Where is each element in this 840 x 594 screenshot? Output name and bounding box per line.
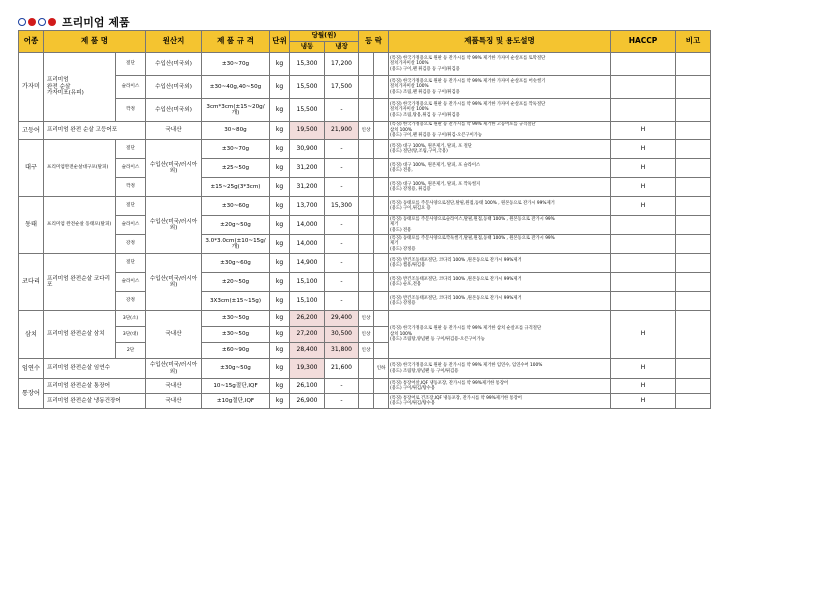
chilled-price: - (325, 379, 359, 394)
spec-cell: ±20g~50g (202, 216, 270, 235)
desc-cell: (특징) 한국가정용으로 원판 등 잔가시를 약 99% 제거한 임연수, 임연수어 100% (용도) 조림탕,양념팬 등 구이/튀김용 (389, 359, 611, 379)
spec-cell: 3cm*3cm(±15~20g/개) (202, 99, 270, 122)
frozen-price: 15,100 (290, 292, 325, 311)
table-row (19, 122, 711, 140)
frozen-price: 15,500 (290, 99, 325, 122)
haccp-cell: H (611, 379, 676, 394)
chilled-price: - (325, 99, 359, 122)
note-cell (676, 178, 711, 197)
haccp-cell (611, 99, 676, 122)
table-row (19, 140, 711, 159)
change-cell: 인상 (359, 311, 374, 327)
chilled-price: 17,200 (325, 53, 359, 76)
frozen-price: 15,300 (290, 53, 325, 76)
haccp-cell: H (611, 359, 676, 379)
note-cell (676, 235, 711, 254)
header-unit: 단위 (270, 31, 290, 53)
origin-cell: 국내산 (146, 122, 202, 140)
desc-cell: (특징) 통장어로 건조장,IQF 냉동포장, 잔가시를 약 99%제거한 통장어 (용도) 구이/튀김/탕수용 (389, 394, 611, 409)
desc-cell: (특징) 대구 100%, 원본제거, 탈피, 포 절단 (용도) 절단(탕,조림,구이,국용) (389, 140, 611, 159)
unit-cell: kg (270, 379, 290, 394)
cut-cell: 슬라이스 (116, 273, 146, 292)
origin-cell: 수입산(미국외) (146, 53, 202, 76)
fish-cell: 가자미 (19, 53, 44, 122)
haccp-cell: H (611, 159, 676, 178)
unit-cell: kg (270, 53, 290, 76)
note-cell (676, 99, 711, 122)
table-row (19, 216, 711, 235)
origin-cell: 수입산(미국외) (146, 76, 202, 99)
note-cell (676, 140, 711, 159)
circle-filled-red-icon (28, 18, 36, 26)
product-name: 프리미엄 완전순살 코다리포 (44, 254, 116, 311)
product-name: 프리미엄 완전순살 냉동건장어 (44, 394, 146, 409)
product-name: 프리미엄 완전순살 임연수 (44, 359, 146, 379)
table-row (19, 254, 711, 273)
product-name: 프리미엄 완전순살 통장어 (44, 379, 146, 394)
product-name: 프리미엄 완전순살 동태포(탈피) (44, 197, 116, 254)
table-row (19, 311, 711, 327)
cut-cell: 절단 (116, 140, 146, 159)
table-row (19, 197, 711, 216)
unit-cell: kg (270, 273, 290, 292)
desc-cell: (특징) 대구 100%, 원본제거, 탈피, 포 깍둑썰지 (용도) 강정용, 튀김용 (389, 178, 611, 197)
unit-cell: kg (270, 311, 290, 327)
chilled-price: - (325, 254, 359, 273)
chilled-price: - (325, 216, 359, 235)
desc-cell: (특징) 동태포를 주문사양으로슬라이스,탈필,원접,동태 100% , 원본동으로 잔가시 99% 제거 (용도) 전용 (389, 216, 611, 235)
desc-cell: (특징) 대구 100%, 원본제거, 탈피, 포 슬라이스 (용도) 전용, (389, 159, 611, 178)
chilled-price: - (325, 140, 359, 159)
note-cell (676, 53, 711, 76)
cut-cell: 2단 (116, 343, 146, 359)
product-name: 프리미엄 완전 순살 가자미포(유피) (44, 53, 116, 122)
note-cell (676, 379, 711, 394)
table-row (19, 99, 711, 122)
unit-cell: kg (270, 122, 290, 140)
spec-cell: ±30~70g (202, 53, 270, 76)
fish-cell: 대구 (19, 140, 44, 197)
haccp-cell: H (611, 140, 676, 159)
table-row (19, 394, 711, 409)
origin-cell: 국내산 (146, 394, 202, 409)
desc-cell: (특징) 통장어살,IQF 냉동포장, 잔가시를 약 99%제거한 통장어 (용도) 구이/튀김/탕수용 (389, 379, 611, 394)
haccp-cell: H (611, 394, 676, 409)
spec-cell: 30~80g (202, 122, 270, 140)
table-row (19, 159, 711, 178)
table-row (19, 273, 711, 292)
desc-cell: (특징) 동태포를 주문사양으로절단,탈필,원접,동태 100% , 원본동으로 잔가시 99%제거 (용도) 구이,튀김요 용 (389, 197, 611, 216)
haccp-cell (611, 292, 676, 311)
circle-outline-icon (18, 18, 26, 26)
chilled-price: - (325, 394, 359, 409)
note-cell (676, 216, 711, 235)
circle-outline-icon (38, 18, 46, 26)
cut-cell: 깍정 (116, 99, 146, 122)
header-note: 비고 (676, 31, 711, 53)
header-origin: 원산지 (146, 31, 202, 53)
origin-cell: 국내산 (146, 311, 202, 359)
spec-cell: ±20~50g (202, 273, 270, 292)
header-chilled: 냉장 (325, 42, 359, 53)
page-title-text: 프리미엄 제품 (62, 16, 130, 29)
unit-cell: kg (270, 178, 290, 197)
cut-cell: 슬라이스 (116, 159, 146, 178)
spec-cell: ±30~60g (202, 197, 270, 216)
haccp-cell (611, 216, 676, 235)
cut-cell: 강정 (116, 292, 146, 311)
fish-cell: 동태 (19, 197, 44, 254)
note-cell (676, 311, 711, 359)
haccp-cell: H (611, 122, 676, 140)
haccp-cell (611, 235, 676, 254)
cut-cell: 깍정 (116, 178, 146, 197)
unit-cell: kg (270, 254, 290, 273)
table-row (19, 235, 711, 254)
chilled-price: - (325, 273, 359, 292)
desc-cell: (특징) 동태포를 주문사양으로깍둑썰기,탈필,원접,동태 100% , 원본동으로 잔가시 99% 제거 (용도) 강정용 (389, 235, 611, 254)
frozen-price: 31,200 (290, 178, 325, 197)
desc-cell: (특징) 한국가정용으로 원판 등 잔가시를 약 99% 제거한 가자미 순살포를 토막절단 절치가자미살 100% (용도) 구이,팬 튀김용 등 구이/튀김용 (389, 53, 611, 76)
spec-cell: ±10g절단,IQF (202, 394, 270, 409)
origin-cell: 수입산(미국/러시아외) (146, 197, 202, 254)
frozen-price: 19,300 (290, 359, 325, 379)
unit-cell: kg (270, 359, 290, 379)
fish-cell: 임연수 (19, 359, 44, 379)
frozen-price: 27,200 (290, 327, 325, 343)
spec-cell: ±25~50g (202, 159, 270, 178)
frozen-price: 26,100 (290, 379, 325, 394)
page-title (18, 14, 130, 30)
fish-cell: 고등어 (19, 122, 44, 140)
haccp-cell (611, 254, 676, 273)
chilled-price: 15,300 (325, 197, 359, 216)
frozen-price: 15,100 (290, 273, 325, 292)
frozen-price: 15,500 (290, 76, 325, 99)
frozen-price: 30,900 (290, 140, 325, 159)
cut-cell: 3단(대) (116, 327, 146, 343)
header-frozen: 냉동 (290, 42, 325, 53)
change-cell (359, 53, 374, 76)
fish-cell: 통장어 (19, 379, 44, 409)
unit-cell: kg (270, 140, 290, 159)
unit-cell: kg (270, 343, 290, 359)
spec-cell: ±60~90g (202, 343, 270, 359)
origin-cell: 국내산 (146, 379, 202, 394)
cut-cell: 3단(소) (116, 311, 146, 327)
spec-cell: 3.0*3.0cm(±10~15g/개) (202, 235, 270, 254)
note-cell (676, 273, 711, 292)
chilled-price: 31,800 (325, 343, 359, 359)
haccp-cell (611, 273, 676, 292)
note-cell (676, 159, 711, 178)
unit-cell: kg (270, 216, 290, 235)
table-row (19, 292, 711, 311)
chilled-price: 21,900 (325, 122, 359, 140)
frozen-price: 14,000 (290, 235, 325, 254)
spec-cell: ±30~70g (202, 140, 270, 159)
chilled-price: - (325, 178, 359, 197)
note-cell (676, 359, 711, 379)
frozen-price: 26,900 (290, 394, 325, 409)
fish-cell: 코다리 (19, 254, 44, 311)
cut-cell: 슬라이스 (116, 76, 146, 99)
chilled-price: - (325, 292, 359, 311)
origin-cell: 수입산(미국외) (146, 99, 202, 122)
haccp-cell: H (611, 197, 676, 216)
spec-cell: ±30~50g (202, 311, 270, 327)
header-desc: 제품특징 및 용도설명 (389, 31, 611, 53)
table-row (19, 359, 711, 379)
unit-cell: kg (270, 197, 290, 216)
spec-cell: 3X3cm(±15~15g) (202, 292, 270, 311)
note-cell (676, 197, 711, 216)
frozen-price: 14,000 (290, 216, 325, 235)
frozen-price: 31,200 (290, 159, 325, 178)
note-cell (676, 254, 711, 273)
note-cell (676, 394, 711, 409)
unit-cell: kg (270, 327, 290, 343)
unit-cell: kg (270, 235, 290, 254)
change-cell: 인하 (374, 359, 389, 379)
cut-cell: 슬라이스 (116, 216, 146, 235)
haccp-cell: H (611, 311, 676, 359)
haccp-cell: H (611, 178, 676, 197)
desc-cell: (특징) 한국가정용으로 원판 등 잔가시를 약 99% 제거한 고등어포를 규격절단 삼치 100% (용도) 구이,팬 튀김용 등 구이/튀김-오븐구이가능 (389, 122, 611, 140)
unit-cell: kg (270, 76, 290, 99)
chilled-price: 30,500 (325, 327, 359, 343)
frozen-price: 14,900 (290, 254, 325, 273)
header-spec: 제 품 규 격 (202, 31, 270, 53)
frozen-price: 28,400 (290, 343, 325, 359)
product-name: 프리미엄 완전 순살 고등어포 (44, 122, 146, 140)
spec-cell: ±15~25g(3*3cm) (202, 178, 270, 197)
cut-cell: 절단 (116, 254, 146, 273)
note-cell (676, 76, 711, 99)
header-change: 등 락 (359, 31, 389, 53)
cut-cell: 절단 (116, 197, 146, 216)
origin-cell: 수입산(미국/러시아외) (146, 254, 202, 311)
cut-cell: 절단 (116, 53, 146, 76)
change-cell: 인상 (359, 122, 374, 140)
haccp-cell (611, 53, 676, 76)
table-row (19, 178, 711, 197)
header-haccp: HACCP (611, 31, 676, 53)
origin-cell: 수입산(미국/러시아외) (146, 359, 202, 379)
frozen-price: 26,200 (290, 311, 325, 327)
header-fish: 어종 (19, 31, 44, 53)
note-cell (676, 292, 711, 311)
header-product: 제 품 명 (44, 31, 146, 53)
spec-cell: ±30g~60g (202, 254, 270, 273)
unit-cell: kg (270, 99, 290, 122)
product-table (18, 30, 711, 409)
cut-cell: 강정 (116, 235, 146, 254)
chilled-price: 21,600 (325, 359, 359, 379)
desc-cell: (특징) 한국가정용으로 원판 등 잔가시를 약 99% 제거한 삼치 순살포를 규격절단 삼치 100% (용도) 조림탕,양념팬 등 구이/튀김용-오븐구이가능 (389, 311, 611, 359)
origin-cell: 수입산(미국/러시아외) (146, 140, 202, 197)
table-row (19, 379, 711, 394)
spec-cell: ±30~50g (202, 327, 270, 343)
table-row (19, 76, 711, 99)
desc-cell: (특징) 한국가정용으로 원판 등 잔가시를 약 99% 제거한 가자미 순살포를 어슷썰기 절치가자미살 100% (용도) 조림,팬 튀김용 등 구이/튀김용 (389, 76, 611, 99)
haccp-cell (611, 76, 676, 99)
unit-cell: kg (270, 292, 290, 311)
desc-cell: (특징) 반건조동태포절단, 코다리 100% ,원본동으로 잔가시 99%제거 (용도) 찜용/튀김용 (389, 254, 611, 273)
chilled-price: - (325, 159, 359, 178)
change-cell: 인상 (359, 327, 374, 343)
spec-cell: ±30~40g,40~50g (202, 76, 270, 99)
desc-cell: (특징) 반건조동태포절단, 코다리 100% ,원본동으로 잔가시 99%제거 (용도) 순포,전용 (389, 273, 611, 292)
frozen-price: 19,500 (290, 122, 325, 140)
product-name: 프리미엄 완전순살 삼치 (44, 311, 116, 359)
circle-filled-red-icon (48, 18, 56, 26)
unit-cell: kg (270, 394, 290, 409)
header-price: 당월(원) (290, 31, 359, 42)
change-cell: 인상 (359, 343, 374, 359)
frozen-price: 13,700 (290, 197, 325, 216)
chilled-price: - (325, 235, 359, 254)
note-cell (676, 122, 711, 140)
product-name: 프리미엄완전순살대구포(탈피) (44, 140, 116, 197)
desc-cell: (특징) 반건조동태포절단, 코다리 100% ,원본동으로 잔가시 99%제거 (용도) 강정용 (389, 292, 611, 311)
spec-cell: 10~15g절단,IQF (202, 379, 270, 394)
table-row (19, 53, 711, 76)
spec-cell: ±30g~50g (202, 359, 270, 379)
desc-cell: (특징) 한국가정용으로 원판 등 잔가시를 약 99% 제거한 가자미 순살포를 깍둑절단 절치가자미살 100% (용도) 조림,탕용,튀김 등 구이/튀김용 (389, 99, 611, 122)
chilled-price: 29,400 (325, 311, 359, 327)
fish-cell: 삼치 (19, 311, 44, 359)
chilled-price: 17,500 (325, 76, 359, 99)
unit-cell: kg (270, 159, 290, 178)
